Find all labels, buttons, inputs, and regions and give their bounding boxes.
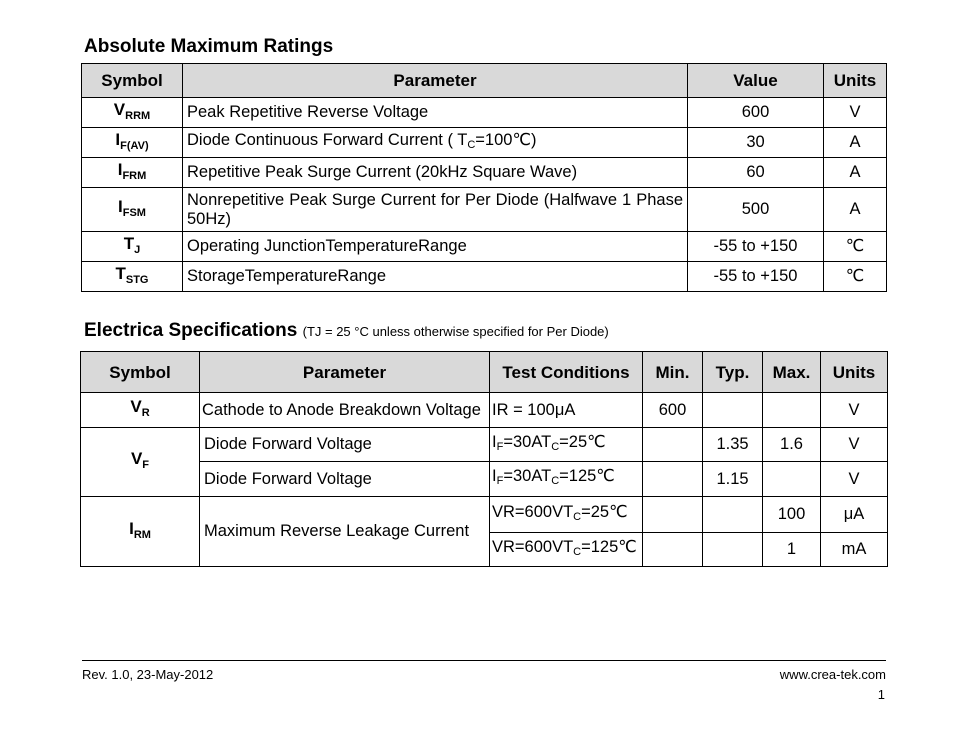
max-cell: [763, 393, 821, 428]
units-cell: A: [824, 158, 887, 188]
max-cell: 1.6: [763, 428, 821, 462]
amr-header-symbol: Symbol: [82, 64, 183, 98]
footer-revision: Rev. 1.0, 23-May-2012: [82, 667, 214, 682]
table-row: [81, 462, 888, 497]
amr-table: [81, 63, 887, 292]
test-condition-cell: $I_F=30AT_C=125℃$: [490, 462, 643, 497]
amr-header-units: Units: [824, 64, 887, 98]
min-cell: [643, 462, 703, 497]
parameter-cell: Diode Forward Voltage: [200, 428, 490, 462]
parameter-cell: Operating JunctionTemperatureRange: [183, 232, 688, 262]
table-row: [81, 393, 888, 428]
parameter-cell: Diode Continuous Forward Current ( $T_C=100℃$): [183, 128, 688, 158]
table-row: [81, 428, 888, 462]
units-cell: A: [824, 128, 887, 158]
units-cell: mA: [821, 533, 888, 567]
es-table: [80, 351, 888, 567]
es-header-min: Min.: [643, 352, 703, 393]
parameter-cell: Peak Repetitive Reverse Voltage: [183, 98, 688, 128]
parameter-cell: Nonrepetitive Peak Surge Current for Per Diode (Halfwave 1 Phase 50Hz): [183, 188, 688, 232]
value-cell: 600: [688, 98, 824, 128]
units-cell: V: [824, 98, 887, 128]
max-cell: 100: [763, 497, 821, 533]
footer-divider: [82, 660, 886, 661]
typ-cell: [703, 393, 763, 428]
amr-header-value: Value: [688, 64, 824, 98]
es-header-row: [81, 352, 888, 393]
value-cell: -55 to +150: [688, 262, 824, 292]
max-cell: 1: [763, 533, 821, 567]
units-cell: ℃: [824, 232, 887, 262]
value-cell: 500: [688, 188, 824, 232]
value-cell: 30: [688, 128, 824, 158]
amr-header-row: [82, 64, 887, 98]
table-row: [82, 188, 887, 232]
units-cell: μA: [821, 497, 888, 533]
test-condition-cell: $VR=600VT_C=25℃$: [490, 497, 643, 533]
es-header-typ: Typ.: [703, 352, 763, 393]
symbol-cell: $T_J$: [82, 232, 183, 262]
typ-cell: [703, 533, 763, 567]
typ-cell: 1.35: [703, 428, 763, 462]
symbol-cell: $I_{F(AV)}$: [82, 128, 183, 158]
symbol-cell: $T_{STG}$: [82, 262, 183, 292]
parameter-cell: StorageTemperatureRange: [183, 262, 688, 292]
amr-header-parameter: Parameter: [183, 64, 688, 98]
typ-cell: [703, 497, 763, 533]
es-title-text: Electrica Specifications: [84, 320, 298, 341]
table-row: [82, 232, 887, 262]
table-row: [82, 128, 887, 158]
units-cell: ℃: [824, 262, 887, 292]
es-header-units: Units: [821, 352, 888, 393]
min-cell: [643, 428, 703, 462]
symbol-cell: $I_{FSM}$: [82, 188, 183, 232]
parameter-cell: Repetitive Peak Surge Current (20kHz Square Wave): [183, 158, 688, 188]
symbol-cell: $I_{FRM}$: [82, 158, 183, 188]
es-header-test-conditions: Test Conditions: [490, 352, 643, 393]
test-condition-cell: IR = 100μA: [490, 393, 643, 428]
units-cell: V: [821, 428, 888, 462]
es-condition-note: (TJ = 25 °C unless otherwise specified for Per Diode): [302, 324, 609, 339]
parameter-cell: Cathode to Anode Breakdown Voltage: [200, 393, 490, 428]
units-cell: V: [821, 393, 888, 428]
parameter-cell: Maximum Reverse Leakage Current: [200, 497, 490, 567]
test-condition-cell: $VR=600VT_C=125℃$: [490, 533, 643, 567]
min-cell: [643, 533, 703, 567]
test-condition-cell: $I_F=30AT_C=25℃$: [490, 428, 643, 462]
units-cell: V: [821, 462, 888, 497]
footer-page-number: 1: [877, 687, 885, 702]
parameter-cell: Diode Forward Voltage: [200, 462, 490, 497]
footer-url: www.crea-tek.com: [779, 667, 886, 682]
table-row: [82, 98, 887, 128]
value-cell: -55 to +150: [688, 232, 824, 262]
symbol-cell: $V_F$: [81, 428, 200, 497]
es-header-symbol: Symbol: [81, 352, 200, 393]
table-row: [82, 262, 887, 292]
typ-cell: 1.15: [703, 462, 763, 497]
es-title: [84, 320, 609, 342]
table-row: [81, 497, 888, 533]
units-cell: A: [824, 188, 887, 232]
table-row: [82, 158, 887, 188]
es-header-parameter: Parameter: [200, 352, 490, 393]
symbol-cell: $I_{RM}$: [81, 497, 200, 567]
symbol-cell: $V_{RRM}$: [82, 98, 183, 128]
value-cell: 60: [688, 158, 824, 188]
min-cell: 600: [643, 393, 703, 428]
es-header-max: Max.: [763, 352, 821, 393]
symbol-cell: $V_R$: [81, 393, 200, 428]
amr-title: Absolute Maximum Ratings: [84, 36, 334, 57]
min-cell: [643, 497, 703, 533]
max-cell: [763, 462, 821, 497]
